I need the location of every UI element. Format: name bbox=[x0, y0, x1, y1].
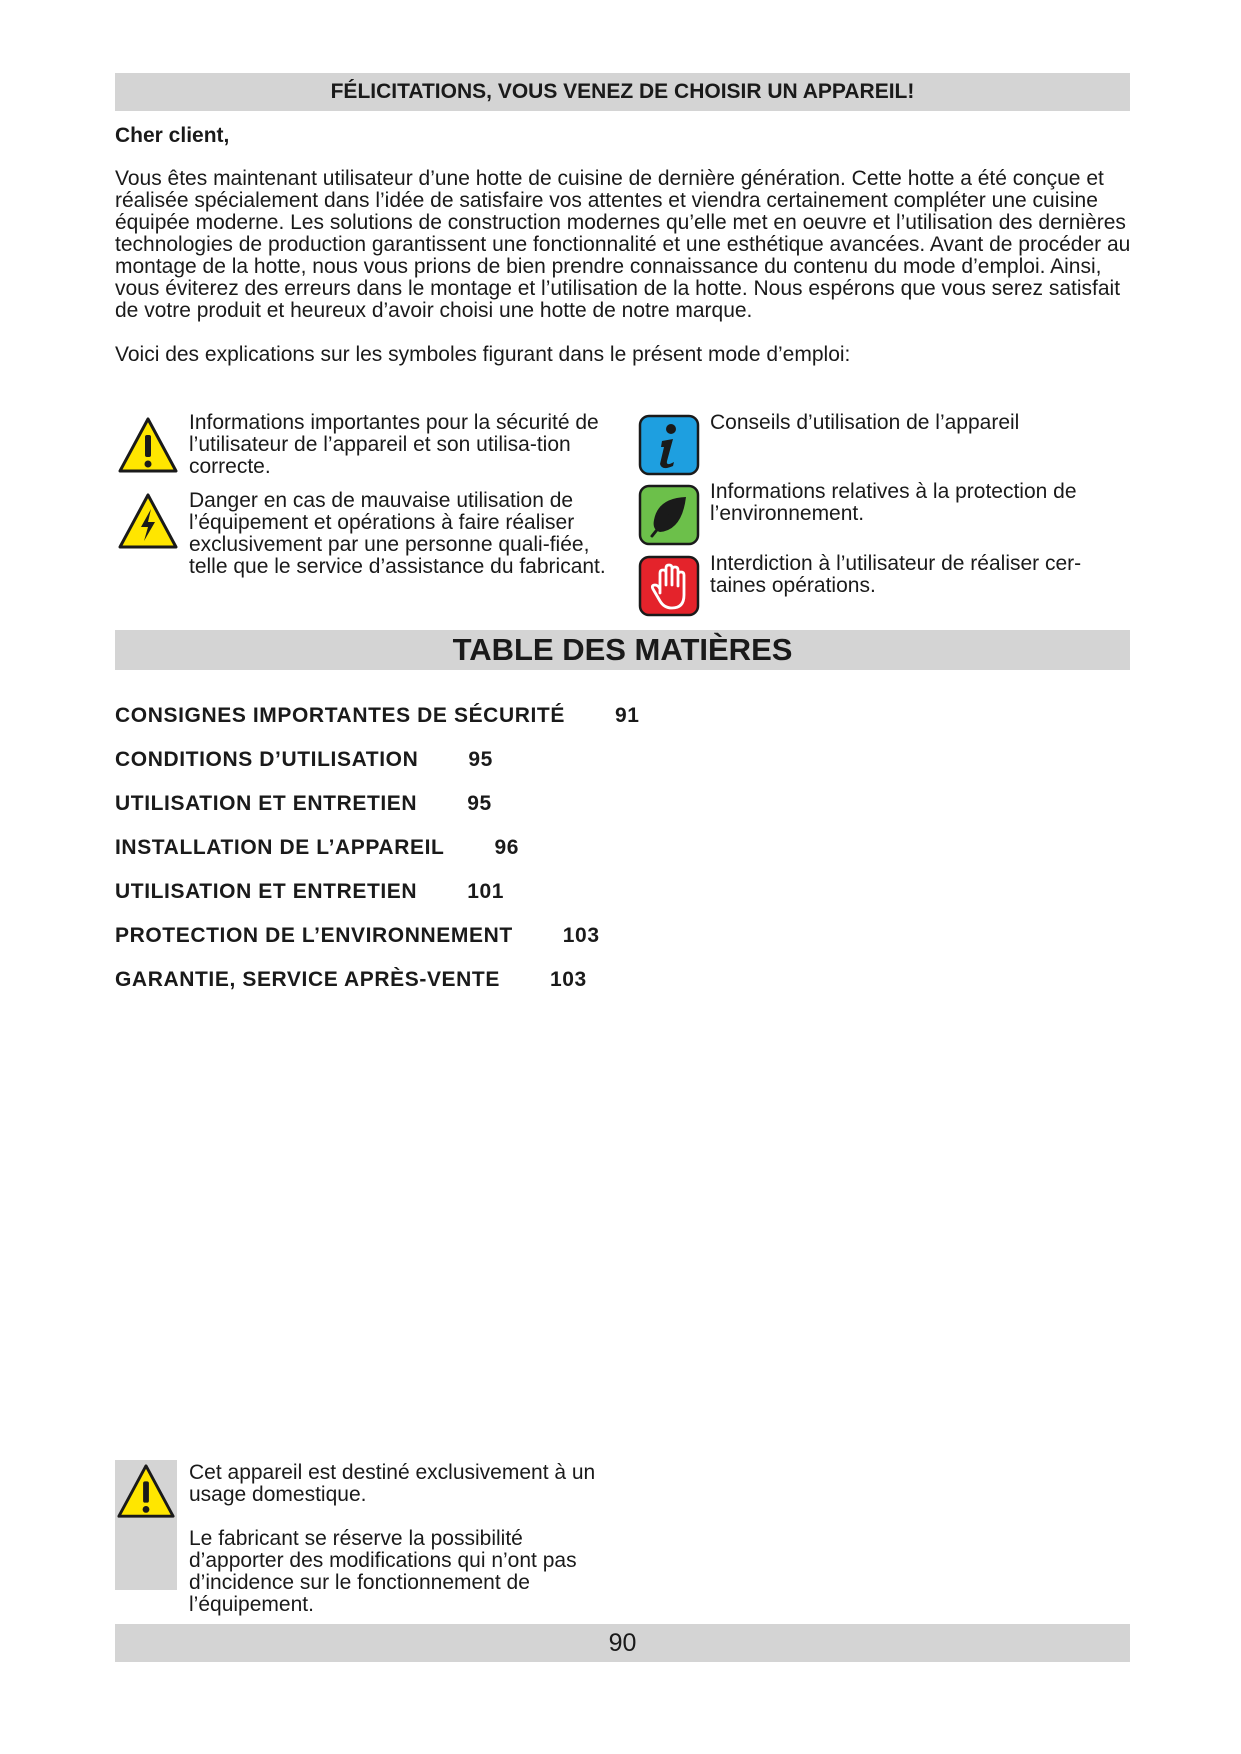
page-number: 90 bbox=[608, 1629, 637, 1657]
toc-item-label: PROTECTION DE L’ENVIRONNEMENT bbox=[115, 924, 513, 947]
toc-item[interactable] bbox=[115, 880, 504, 904]
note-domestic-use: Cet appareil est destiné exclusivement à un usage domestique. bbox=[189, 1461, 596, 1506]
toc-item-page: 91 bbox=[614, 704, 640, 727]
symbol-info-text: Conseils d’utilisation de l’appareil bbox=[710, 411, 1020, 434]
toc-item-page: 103 bbox=[549, 968, 587, 991]
footer-bar bbox=[115, 1624, 1130, 1662]
toc-item-label: INSTALLATION DE L’APPAREIL bbox=[115, 836, 445, 859]
toc-item-label: UTILISATION ET ENTRETIEN bbox=[115, 792, 418, 815]
leaf-icon bbox=[638, 484, 700, 546]
symbol-prohibition-text: Interdiction à l’utilisateur de réaliser cer-taines opérations. bbox=[710, 552, 1082, 597]
toc-item[interactable] bbox=[115, 792, 492, 816]
symbol-warning-text: Informations importantes pour la sécurité de l’utilisateur de l’appareil et son utilisa-tion correcte. bbox=[189, 411, 599, 478]
intro-paragraph: Vous êtes maintenant utilisateur d’une hotte de cuisine de dernière génération. Cette hotte a été conçue et réalisée spécialement dans l’idée de satisfaire vos attentes et viendra certainement compléter une cuisine équipée moderne. Les solutions de construction modernes qu’elle met en oeuvre et l’utilisation des dernières technologies de production garantissent une fonctionnalité et une esthétique avancées. Avant de procéder au montage de la hotte, nous vous prions de bien prendre connaissance du contenu du mode d’emploi. Ainsi, vous éviterez des erreurs dans le montage et l’utilisation de la hotte. Nous espérons que vous serez satisfait de votre produit et heureux d’avoir choisi une hotte de notre marque. bbox=[115, 167, 1131, 322]
warning-triangle-icon bbox=[117, 415, 179, 477]
symbols-intro: Voici des explications sur les symboles figurant dans le présent mode d’emploi: bbox=[115, 343, 851, 366]
salutation: Cher client, bbox=[115, 124, 230, 147]
toc-item[interactable] bbox=[115, 968, 587, 992]
toc-title-bar bbox=[115, 630, 1130, 670]
toc-item[interactable] bbox=[115, 836, 519, 860]
header-title: FÉLICITATIONS, VOUS VENEZ DE CHOISIR UN APPAREIL! bbox=[330, 80, 915, 103]
note-modifications: Le fabricant se réserve la possibilité d’apporter des modifications qui n’ont pas d’incidence sur le fonctionnement de l’équipement. bbox=[189, 1527, 577, 1616]
toc-item-label: GARANTIE, SERVICE APRÈS-VENTE bbox=[115, 968, 500, 991]
toc-item-page: 95 bbox=[468, 748, 493, 771]
stop-hand-icon bbox=[638, 555, 700, 617]
toc-item-page: 103 bbox=[562, 924, 600, 947]
toc-item-page: 95 bbox=[467, 792, 492, 815]
toc-item-label: UTILISATION ET ENTRETIEN bbox=[115, 880, 418, 903]
toc-item-page: 96 bbox=[494, 836, 519, 859]
domestic-notice-box bbox=[115, 1460, 177, 1590]
toc-item-page: 101 bbox=[467, 880, 505, 903]
toc-title: TABLE DES MATIÈRES bbox=[452, 632, 793, 667]
toc-item-label: CONDITIONS D’UTILISATION bbox=[115, 748, 419, 771]
electric-danger-icon bbox=[117, 491, 179, 553]
toc-item[interactable] bbox=[115, 748, 493, 772]
toc-item-label: CONSIGNES IMPORTANTES DE SÉCURITÉ bbox=[115, 704, 565, 727]
symbol-danger-text: Danger en cas de mauvaise utilisation de l’équipement et opérations à faire réaliser exclusivement par une personne quali-fiée, telle que le service d’assistance du fabricant. bbox=[189, 489, 606, 578]
info-icon bbox=[638, 414, 700, 476]
toc-item[interactable] bbox=[115, 924, 600, 948]
warning-triangle-icon bbox=[116, 1462, 176, 1522]
header-bar bbox=[115, 73, 1130, 111]
symbol-environment-text: Informations relatives à la protection de l’environnement. bbox=[710, 480, 1077, 525]
toc-item[interactable] bbox=[115, 704, 640, 728]
